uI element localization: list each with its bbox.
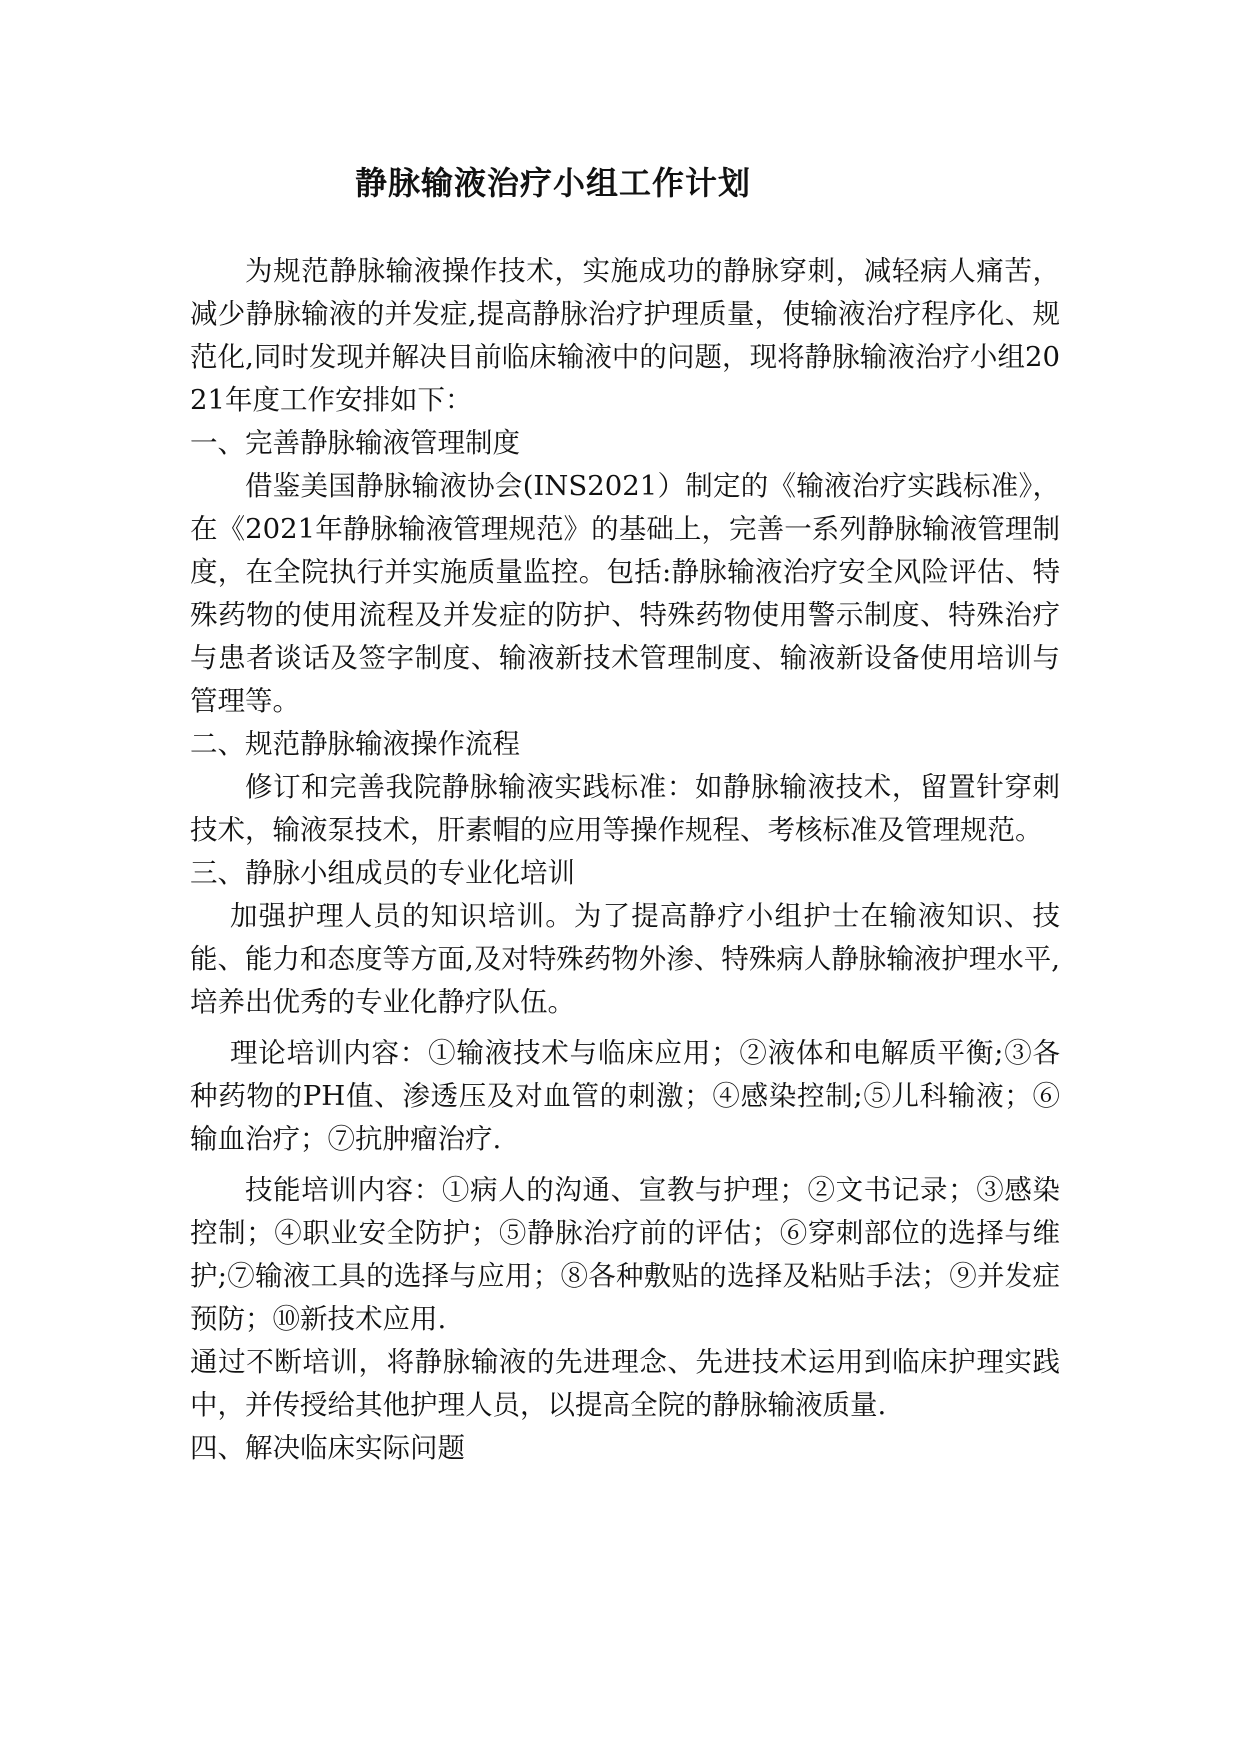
training-conclusion-paragraph: 通过不断培训，将静脉输液的先进理念、先进技术运用到临床护理实践中，并传授给其他护理人员，以提高全院的静脉输液质量.	[190, 1346, 1060, 1421]
document-title: 静脉输液治疗小组工作计划	[355, 164, 752, 202]
section-3-paragraph: 加强护理人员的知识培训。为了提高静疗小组护士在输液知识、技能、能力和态度等方面,及对特殊药物外渗、特殊病人静脉输液护理水平,培养出优秀的专业化静疗队伍。	[190, 900, 1060, 1018]
section-1-paragraph: 借鉴美国静脉输液协会(INS2021）制定的《输液治疗实践标准》，在《2021年静脉输液管理规范》的基础上，完善一系列静脉输液管理制度，在全院执行并实施质量监控。包括:静脉输液治疗安全风险评估、特殊药物的使用流程及并发症的防护、特殊药物使用警示制度、特殊治疗与患者谈话及签字制度、输液新技术管理制度、输液新设备使用培训与管理等。	[190, 470, 1060, 717]
section-2-paragraph: 修订和完善我院静脉输液实践标准：如静脉输液技术，留置针穿刺技术，输液泵技术，肝素帽的应用等操作规程、考核标准及管理规范。	[190, 771, 1060, 846]
section-1-heading: 一、完善静脉输液管理制度	[190, 427, 520, 459]
intro-paragraph: 为规范静脉输液操作技术，实施成功的静脉穿刺，减轻病人痛苦，减少静脉输液的并发症,提高静脉治疗护理质量，使输液治疗程序化、规范化,同时发现并解决目前临床输液中的问题，现将静脉输液治疗小组2021年度工作安排如下：	[190, 255, 1060, 416]
skills-training-paragraph: 技能培训内容：①病人的沟通、宣教与护理；②文书记录；③感染控制；④职业安全防护；⑤静脉治疗前的评估；⑥穿刺部位的选择与维护;⑦输液工具的选择与应用；⑧各种敷贴的选择及粘贴手法；⑨并发症预防；⑩新技术应用.	[190, 1174, 1060, 1335]
document-body	[190, 250, 1060, 1470]
section-2-heading: 二、规范静脉输液操作流程	[190, 728, 520, 760]
section-3-heading: 三、静脉小组成员的专业化培训	[190, 857, 575, 889]
theory-training-paragraph: 理论培训内容：①输液技术与临床应用；②液体和电解质平衡;③各种药物的PH值、渗透压及对血管的刺激；④感染控制;⑤儿科输液；⑥输血治疗；⑦抗肿瘤治疗.	[190, 1037, 1060, 1155]
section-4-heading: 四、解决临床实际问题	[190, 1432, 465, 1464]
